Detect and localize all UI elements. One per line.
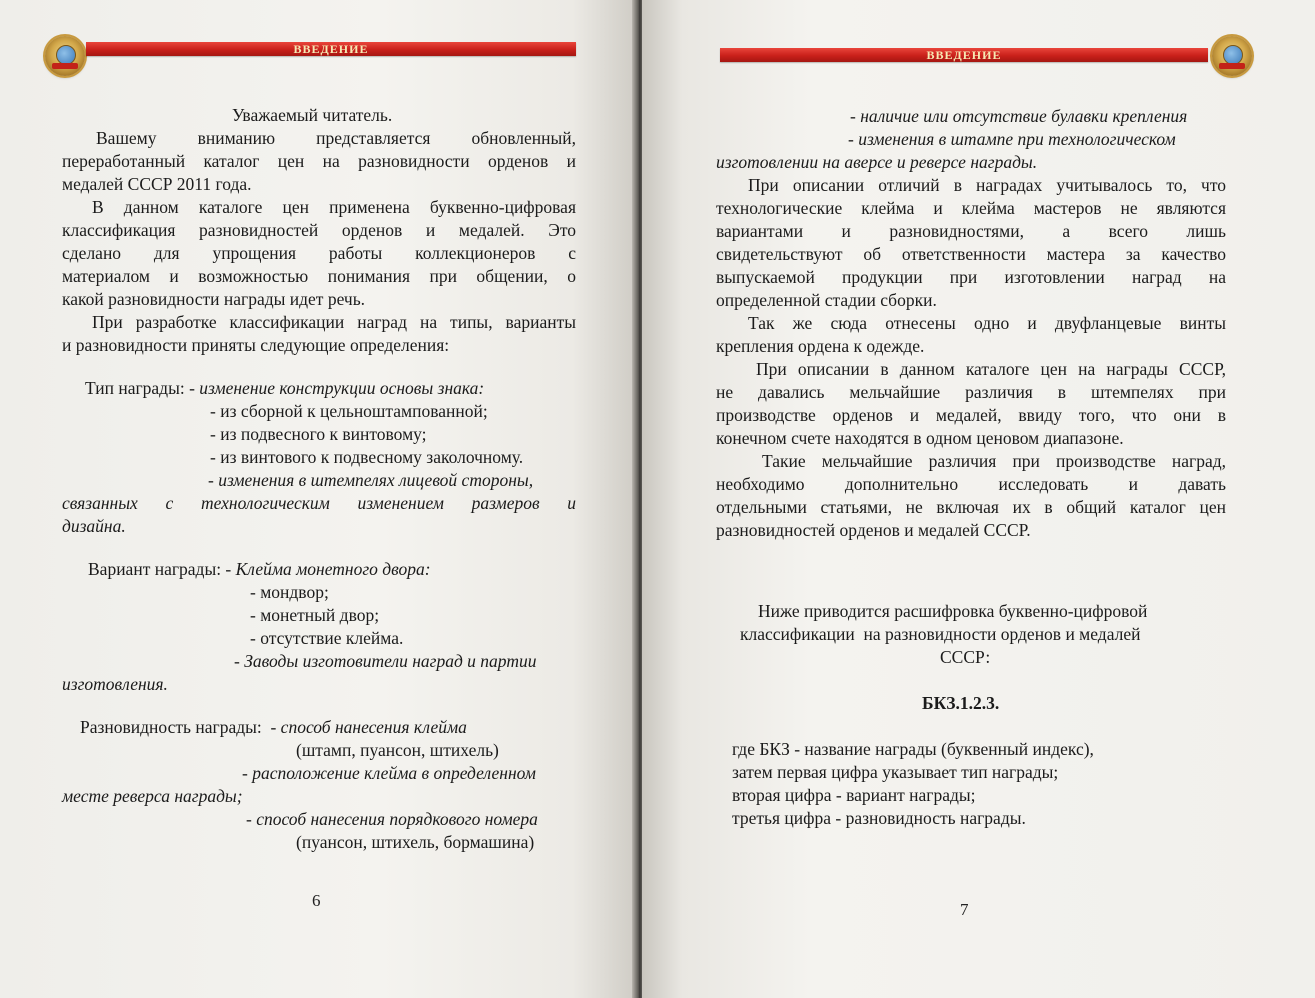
left-line-3: медалей СССР 2011 года. [62, 174, 252, 194]
right-line-6: свидетельствуют об ответственности мастера за качество [716, 244, 1226, 264]
right-line-11: При описании в данном каталоге цен на награды СССР, [756, 359, 1226, 379]
left-page-number: 6 [312, 891, 321, 910]
right-line-5: вариантами и разновидностями, а всего лишь [716, 221, 1226, 241]
left-line-4: В данном каталоге цен применена буквенно-цифровая [92, 197, 576, 217]
left-line-23: - отсутствие клейма. [250, 628, 404, 648]
right-line-23: где БКЗ - название награды (буквенный индекс), [732, 739, 1094, 759]
left-line-29: - расположение клейма в определенном [242, 763, 536, 783]
left-line-25: изготовления. [62, 674, 168, 694]
left-line-7: материалом и возможностью понимания при общении, о [62, 266, 576, 286]
left-line-1: Вашему вниманию представляется обновленный, [96, 128, 576, 148]
left-line-22: - монетный двор; [250, 605, 380, 625]
right-line-10: крепления ордена к одежде. [716, 336, 925, 356]
right-line-20: классификации на разновидности орденов и медалей [740, 624, 1141, 644]
left-line-0: Уважаемый читатель. [232, 105, 393, 125]
left-page [0, 0, 636, 998]
variety-label [80, 716, 467, 739]
right-header-bar [720, 48, 1208, 62]
left-line-13: - из сборной к цельноштампованной; [210, 401, 488, 421]
ussr-emblem-right-icon [1212, 36, 1252, 76]
right-line-14: конечном счете находятся в одном ценовом диапазоне. [716, 428, 1124, 448]
right-line-26: третья цифра - разновидность награды. [732, 808, 1026, 828]
left-line-17: связанных с технологическим изменением размеров и [62, 493, 576, 513]
right-line-24: затем первая цифра указывает тип награды; [732, 762, 1059, 782]
right-line-12: не давались мельчайшие различия в штемпелях при [716, 382, 1226, 402]
right-line-7: выпускаемой продукции при изготовлении наград на [716, 267, 1226, 287]
right-header-title: ВВЕДЕНИЕ [926, 48, 1002, 62]
left-header-title: ВВЕДЕНИЕ [293, 42, 369, 56]
right-line-16: необходимо дополнительно исследовать и давать [716, 474, 1226, 494]
left-line-21: - мондвор; [250, 582, 329, 602]
left-line-31: - способ нанесения порядкового номера [246, 809, 538, 829]
left-line-27: - способ нанесения клейма [270, 717, 467, 737]
right-line-22: БКЗ.1.2.3. [922, 693, 1000, 713]
right-line-15: Такие мельчайшие различия при производстве наград, [762, 451, 1226, 471]
left-line-26: Разновидность награды: [80, 717, 271, 737]
variant-label [88, 558, 431, 581]
right-line-25: вторая цифра - вариант награды; [732, 785, 976, 805]
left-line-6: сделано для упрощения работы коллекционеров с [62, 243, 576, 263]
right-line-0: - наличие или отсутствие булавки крепления [850, 106, 1188, 126]
right-line-19: Ниже приводится расшифровка буквенно-цифровой [758, 601, 1148, 621]
left-line-15: - из винтового к подвесному заколочному. [210, 447, 524, 467]
right-line-1: - изменения в штампе при технологическом [848, 129, 1176, 149]
right-line-9: Так же сюда отнесены одно и двуфланцевые винты [748, 313, 1226, 333]
right-line-2: изготовлении на аверсе и реверсе награды. [716, 152, 1038, 172]
left-line-9: При разработке классификации наград на типы, варианты [92, 312, 576, 332]
right-line-13: производстве орденов и медалей, ввиду того, что они в [716, 405, 1226, 425]
left-line-19: Вариант награды: - [88, 559, 236, 579]
left-line-5: классификация разновидностей орденов и медалей. Это [62, 220, 576, 240]
left-line-32: (пуансон, штихель, бормашина) [296, 832, 535, 852]
ussr-emblem-left-icon [45, 36, 85, 76]
right-line-21: СССР: [940, 647, 991, 667]
left-line-20: Клейма монетного двора: [235, 559, 431, 579]
left-line-8: какой разновидности награды идет речь. [62, 289, 366, 309]
left-line-12: изменение конструкции основы знака: [199, 378, 485, 398]
left-line-18: дизайна. [62, 516, 126, 536]
left-line-24: - Заводы изготовители наград и партии [234, 651, 537, 671]
type-label [85, 377, 484, 400]
left-line-30: месте реверса награды; [62, 786, 243, 806]
right-line-3: При описании отличий в наградах учитывалось то, что [748, 175, 1226, 195]
right-line-8: определенной стадии сборки. [716, 290, 937, 310]
left-header-bar [86, 42, 576, 56]
left-line-2: переработанный каталог цен на разновидности орденов и [62, 151, 576, 171]
left-line-16: - изменения в штемпелях лицевой стороны, [208, 470, 534, 490]
right-page [642, 0, 1315, 998]
right-page-number: 7 [960, 900, 969, 919]
left-line-10: и разновидности приняты следующие определения: [62, 335, 450, 355]
right-line-18: разновидностей орденов и медалей СССР. [716, 520, 1031, 540]
right-line-17: отдельными статьями, не включая их в общий каталог цен [716, 497, 1226, 517]
left-line-28: (штамп, пуансон, штихель) [296, 740, 499, 760]
left-line-11: Тип награды: - [85, 378, 200, 398]
right-line-4: технологические клейма и клейма мастеров не являются [716, 198, 1226, 218]
left-line-14: - из подвесного к винтовому; [210, 424, 427, 444]
